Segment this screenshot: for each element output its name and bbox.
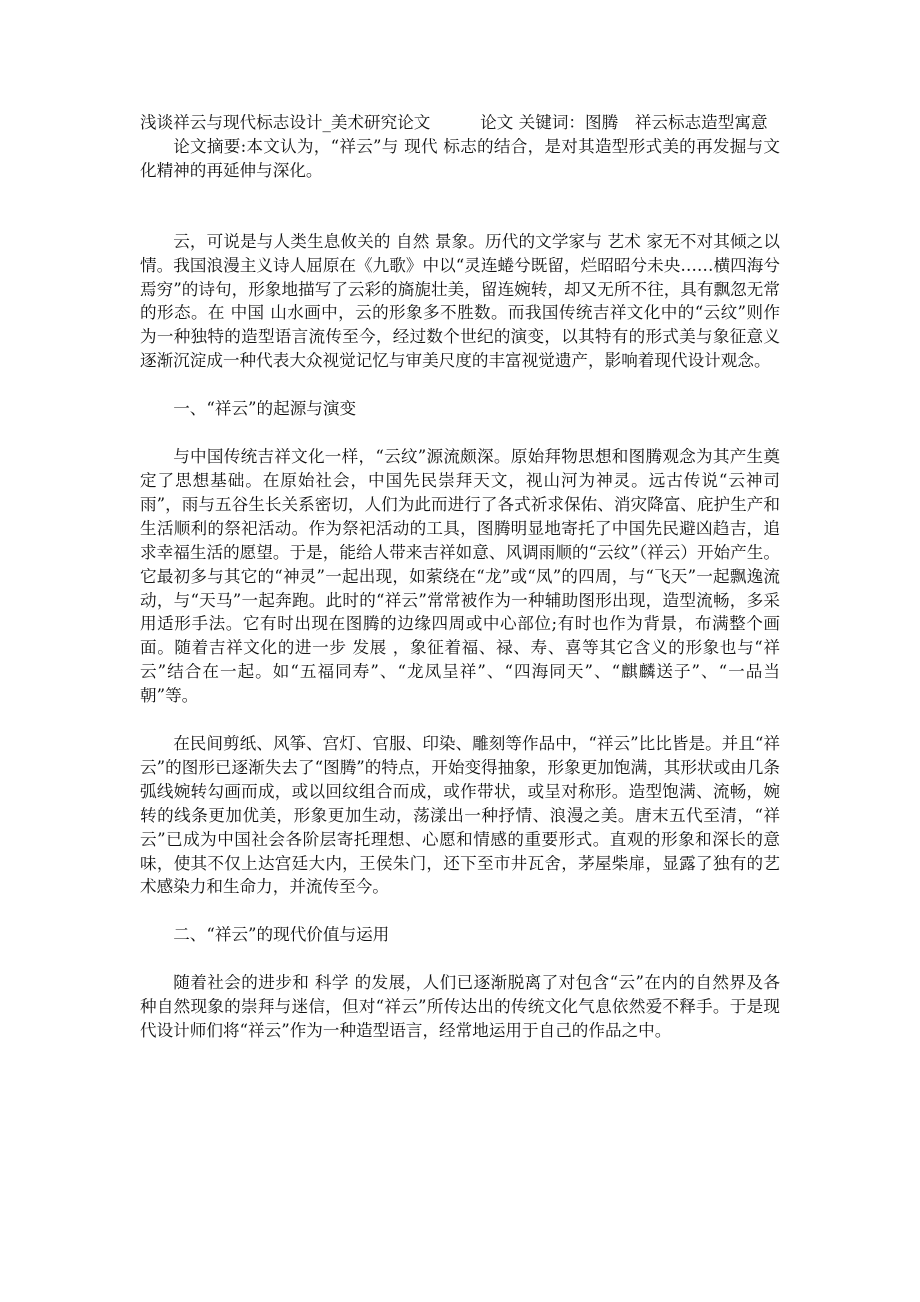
- title-and-keywords: 浅谈祥云与现代标志设计_美术研究论文 论文 关键词：图腾 祥云标志造型寓意: [140, 113, 768, 132]
- section-1-paragraph-1: 与中国传统吉祥文化一样，“云纹”源流颇深。原始拜物思想和图腾观念为其产生奠定了思想基础。在原始社会，中国先民崇拜天文，视山河为神灵。远古传说“云神司雨”，雨与五谷生长关系密切，人们为此而进行了各式祈求保佑、消灾降富、庇护生产和生活顺利的祭祀活动。作为祭祀活动的工具，图腾明显地寄托了中国先民避凶趋吉，追求幸福生活的愿望。于是，能给人带来吉祥如意、风调雨顺的“云纹”（祥云）开始产生。它最初多与其它的“神灵”一起出现，如萦绕在“龙”或“凤”的四周，与“飞天”一起飘逸流动，与“天马”一起奔跑。此时的“祥云”常常被作为一种辅助图形出现，造型流畅，多采用适形手法。它有时出现在图腾的边缘四周或中心部位;有时也作为背景，布满整个画面。随着吉祥文化的进一步 发展 ，象征着福、禄、寿、喜等其它含义的形象也与“祥云”结合在一起。如“五福同寿”、“龙凤呈祥”、“四海同天”、“麒麟送子”、“一品当朝”等。: [140, 447, 780, 706]
- intro-paragraph: 云，可说是与人类生息攸关的 自然 景象。历代的文学家与 艺术 家无不对其倾之以情。我国浪漫主义诗人屈原在《九歌》中以“灵连蜷兮既留，烂昭昭兮未央……横四海兮焉穷”的诗句，形象地描写了云彩的旖旎壮美，留连婉转，却又无所不往，具有飘忽无常的形态。在 中国 山水画中，云的形象多不胜数。而我国传统吉祥文化中的“云纹”则作为一种独特的造型语言流传至今，经过数个世纪的演变，以其特有的形式美与象征意义逐渐沉淀成一种代表大众视觉记忆与审美尺度的丰富视觉遗产，影响着现代设计观念。: [140, 231, 780, 371]
- document-body: [140, 111, 780, 1043]
- section-1-heading: 一、“祥云”的起源与演变: [173, 399, 357, 419]
- section-2-paragraph-1: 随着社会的进步和 科学 的发展，人们已逐渐脱离了对包含“云”在内的自然界及各种自然现象的崇拜与迷信，但对“祥云”所传达出的传统文化气息依然爱不释手。于是现代设计师们将“祥云”作为一种造型语言，经常地运用于自己的作品之中。: [140, 973, 780, 1041]
- section-2-heading: 二、“祥云”的现代价值与运用: [173, 925, 390, 945]
- abstract-paragraph: 论文摘要:本文认为，“祥云”与 现代 标志的结合，是对其造型形式美的再发掘与文化精神的再延伸与深化。: [140, 136, 780, 180]
- section-1-paragraph-2: 在民间剪纸、风筝、宫灯、官服、印染、雕刻等作品中，“祥云”比比皆是。并且“祥云”的图形已逐渐失去了“图腾”的特点，开始变得抽象，形象更加饱满，其形状或由几条弧线婉转勾画而成，或以回纹组合而成，或作带状，或呈对称形。造型饱满、流畅，婉转的线条更加优美，形象更加生动，荡漾出一种抒情、浪漫之美。唐末五代至清，“祥云”已成为中国社会各阶层寄托理想、心愿和情感的重要形式。直观的形象和深长的意味，使其不仅上达宫廷大内，王侯朱门，还下至市井瓦舍，茅屋柴扉，显露了独有的艺术感染力和生命力，并流传至今。: [140, 734, 780, 897]
